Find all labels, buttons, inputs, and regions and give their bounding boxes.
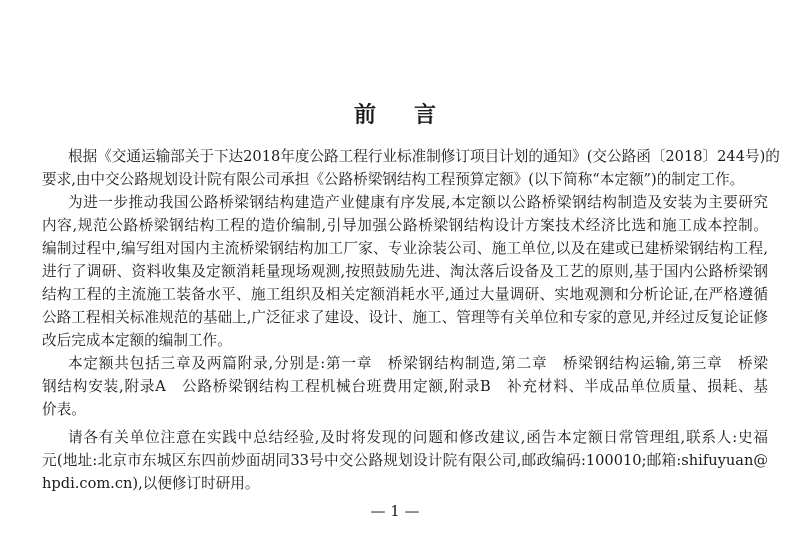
text-line: 结构工程的主流施工装备水平、施工组织及相关定额消耗水平,通过大量调研、实地观测和分析论证,在严格遵循 [42, 286, 768, 303]
page-title: 前言 [353, 102, 474, 128]
text-line: 进行了调研、资料收集及定额消耗量现场观测,按照鼓励先进、淘汰落后设备及工艺的原则,基于国内公路桥梁钢 [42, 263, 768, 280]
text-line: 根据《交通运输部关于下达2018年度公路工程行业标准制修订项目计划的通知》(交公路函〔2018〕244号)的 [68, 148, 780, 165]
text-line: 请各有关单位注意在实践中总结经验,及时将发现的问题和修改建议,函告本定额日常管理组,联系人:史福 [68, 429, 768, 446]
text-line: 要求,由中交公路规划设计院有限公司承担《公路桥梁钢结构工程预算定额》(以下简称“本定额”)的制定工作。 [42, 171, 745, 188]
text-line: 内容,规范公路桥梁钢结构工程的造价编制,引导加强公路桥梁钢结构设计方案技术经济比选和施工成本控制。 [42, 217, 768, 234]
text-line: 为进一步推动我国公路桥梁钢结构建造产业健康有序发展,本定额以公路桥梁钢结构制造及安装为主要研究 [68, 194, 768, 211]
text-line: 改后完成本定额的编制工作。 [42, 332, 232, 349]
text-line: 本定额共包括三章及两篇附录,分别是:第一章 桥梁钢结构制造,第二章 桥梁钢结构运输,第三章 桥梁 [68, 355, 768, 372]
text-line: 编制过程中,编写组对国内主流桥梁钢结构加工厂家、专业涂装公司、施工单位,以及在建或已建桥梁钢结构工程, [42, 240, 768, 257]
text-line: 钢结构安装,附录A 公路桥梁钢结构工程机械台班费用定额,附录B 补充材料、半成品单位质量、损耗、基 [42, 378, 768, 395]
page-number: — 1 — [370, 502, 420, 520]
text-line: 元(地址:北京市东城区东四前炒面胡同33号中交公路规划设计院有限公司,邮政编码:100010;邮箱:shifuyuan@ [42, 452, 768, 469]
text-line: 公路工程相关标准规范的基础上,广泛征求了建设、设计、施工、管理等有关单位和专家的意见,并经过反复论证修 [42, 309, 768, 326]
text-line: hpdi.com.cn),以便修订时研用。 [42, 475, 260, 492]
text-line: 价表。 [42, 401, 86, 418]
